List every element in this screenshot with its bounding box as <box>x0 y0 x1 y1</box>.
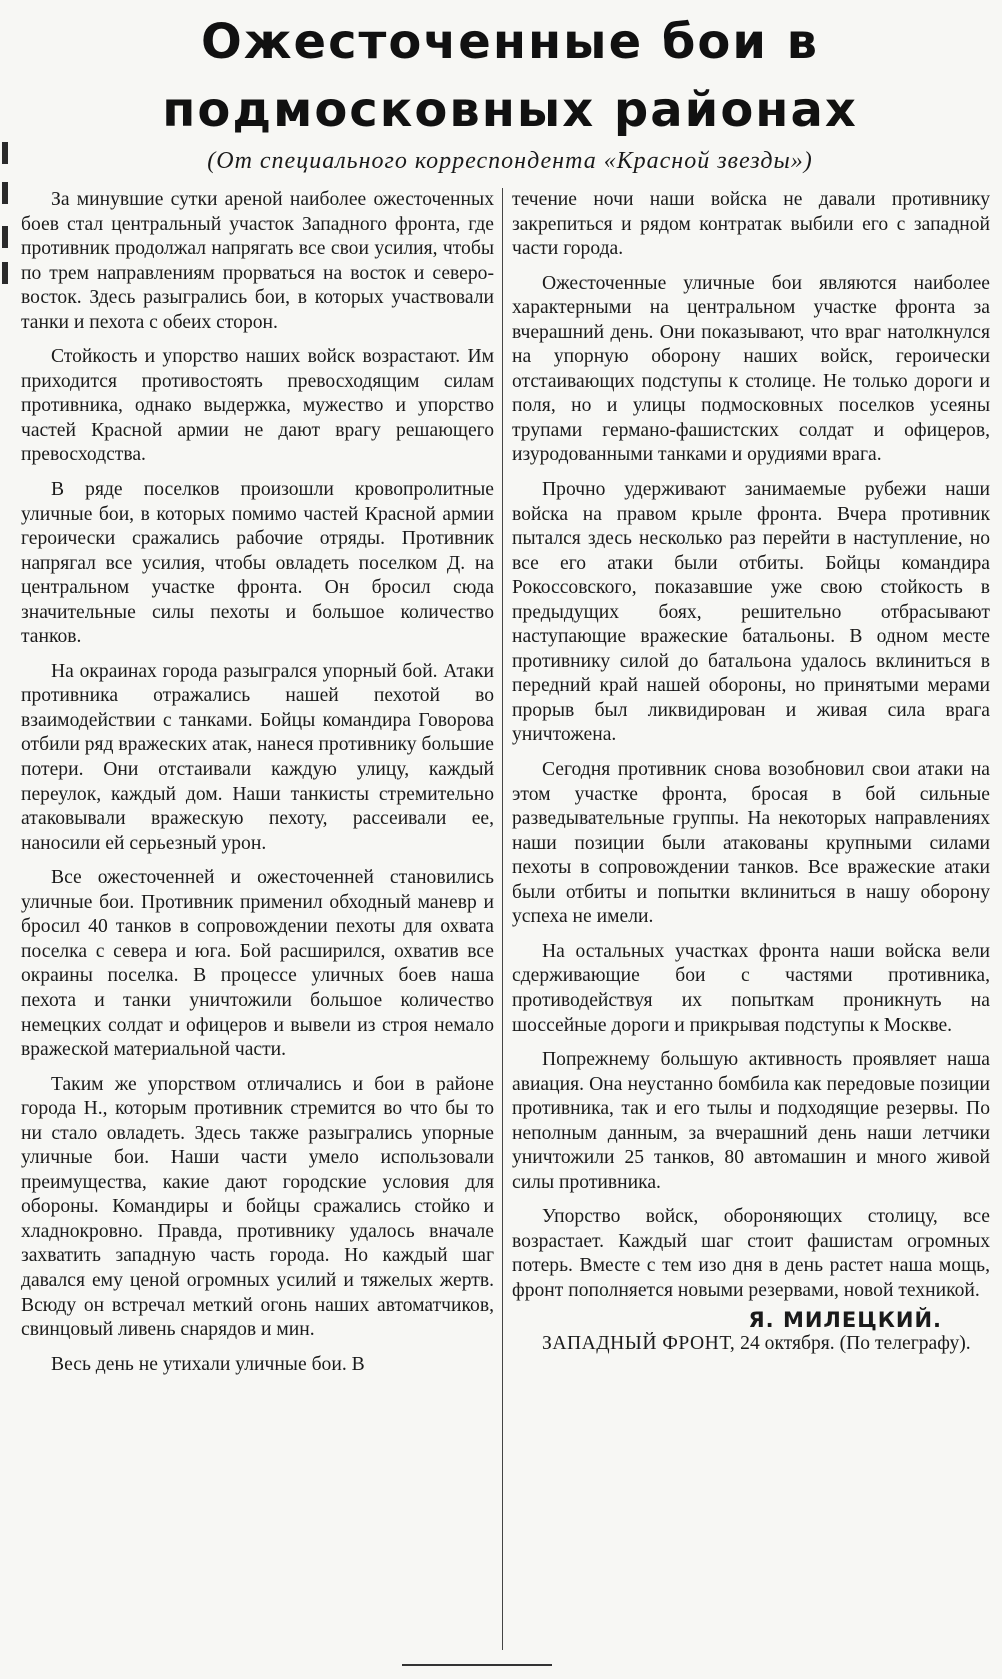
paragraph: течение ночи наши войска не давали противнику закрепиться и рядом контратак выбили его с западной части города. <box>512 189 990 260</box>
paragraph: Стойкость и упорство наших войск возрастают. Им приходится противостоять превосходящим силам противника, однако выдержка, мужество и упорство частей Красной армии не дают врагу решающего превосходства. <box>21 346 494 466</box>
column-divider <box>502 188 503 1650</box>
paragraph: Все ожесточенней и ожесточенней становились уличные бои. Противник применил обходный маневр и бросил 40 танков в сопровождении пехоты для охвата поселка с севера и юга. Бой расширился, охватив все окраины поселка. В процессе уличных боев наша пехота и танки уничтожили большое количество немецких солдат и офицеров и вывели из строя немало вражеской материальной части. <box>21 867 494 1061</box>
right-column <box>512 188 990 1357</box>
headline-line-1: Ожесточенные бои в <box>200 14 820 70</box>
paragraph: За минувшие сутки ареной наиболее ожесточенных боев стал центральный участок Западного фронта, где противник продолжал напрягать все свои усилия, чтобы по трем направлениям прорваться на восток и северо-восток. Здесь разыгрались бои, в которых участвовали танки и пехота с обеих сторон. <box>21 189 494 333</box>
headline <box>60 8 960 144</box>
byline: (От специального корреспондента «Красной звезды») <box>207 148 813 174</box>
left-edge-marks <box>0 130 12 1630</box>
dateline-date: 24 октября. <box>740 1333 835 1355</box>
bottom-rule <box>402 1664 552 1666</box>
paragraph: На окраинах города разыгрался упорный бой. Атаки противника отражались нашей пехотой во взаимодействии с танками. Бойцы командира Говорова отбили ряд вражеских атак, нанеся противнику большие потери. Они отстаивали каждую улицу, каждый переулок, каждый дом. Наши танкисты стремительно атаковывали вражескую пехоту, рассеивали ее, наносили ей серьезный урон. <box>21 660 494 854</box>
paragraph: Весь день не утихали уличные бои. В <box>51 1353 365 1375</box>
paragraph: Сегодня противник снова возобновил свои атаки на этом участке фронта, бросая в бой сильные разведывательные группы. На некоторых направлениях наши позиции были атакованы крупными силами пехоты в сопровождении танков. Все вражеские атаки были отбиты и попытки вклиниться в нашу оборону успеха не имели. <box>512 759 990 928</box>
paragraph: Попрежнему большую активность проявляет наша авиация. Она неустанно бомбила как передовые позиции противника, так и его тылы и подходящие резервы. По неполным данным, за вчерашний день наши летчики уничтожили 25 танков, 80 автомашин и много живой силы противника. <box>512 1049 990 1193</box>
paragraph: Ожесточенные уличные бои являются наиболее характерными на центральном участке фронта за вчерашний день. Они показывают, что враг натолкнулся на упорную оборону наших войск, героически отстаивающих подступы к столице. Не только дороги и поля, но и улицы подмосковных поселков усеяны трупами германо-фашистских солдат и офицеров, изуродованными танками и орудиями врага. <box>512 272 990 466</box>
paragraph: В ряде поселков произошли кровопролитные уличные бои, в которых помимо частей Красной армии героически сражались рабочие отряды. Противник напрягал все усилия, чтобы овладеть поселком Д. на центральном участке фронта. Он бросил сюда значительные силы пехоты и большое количество танков. <box>21 479 494 648</box>
dateline <box>512 1332 990 1357</box>
left-column <box>21 188 494 1377</box>
paragraph: Прочно удерживают занимаемые рубежи наши войска на правом крыле фронта. Вчера противник пытался здесь несколько раз перейти в наступление, но все его атаки были отбиты. Бойцы командира Рокоссовского, показавшие уже свою стойкость в предыдущих боях, решительно отбрасывают наступающие вражеские батальоны. В одном месте противнику силой до батальона удалось вклиниться в передний край нашей обороны, но принятыми мерами прорыв был ликвидирован и живая сила врага уничтожена. <box>512 479 990 746</box>
dateline-place: ЗАПАДНЫЙ ФРОНТ, <box>542 1333 736 1355</box>
paragraph: На остальных участках фронта наши войска вели сдерживающие бои с частями противника, противодействуя их попыткам проникнуть на шоссейные дороги и прикрывая подступы к Москве. <box>512 940 990 1036</box>
paragraph: Таким же упорством отличались и бои в районе города Н., которым противник стремится во что бы то ни стало овладеть. Здесь также разыгрались упорные уличные бои. Наши части умело использовали преимущества, какие дают городские условия для обороны. Командиры и бойцы сражались стойко и хладнокровно. Правда, противнику удалось вначале захватить западную часть города. Но каждый шаг давался ему ценой огромных усилий и тяжелых жертв. Всюду он встречал меткий огонь наших автоматчиков, свинцовый ливень снарядов и мин. <box>21 1073 494 1341</box>
dateline-note: (По телеграфу). <box>839 1333 971 1355</box>
author-signature: Я. МИЛЕЦКИЙ. <box>748 1307 942 1332</box>
paragraph: Упорство войск, обороняющих столицу, все возрастает. Каждый шаг стоит фашистам огромных потерь. Вместе с тем изо дня в день растет наша мощь, фронт пополняется новыми резервами, новой техникой. <box>512 1206 990 1301</box>
headline-line-2: подмосковных районах <box>162 82 858 138</box>
